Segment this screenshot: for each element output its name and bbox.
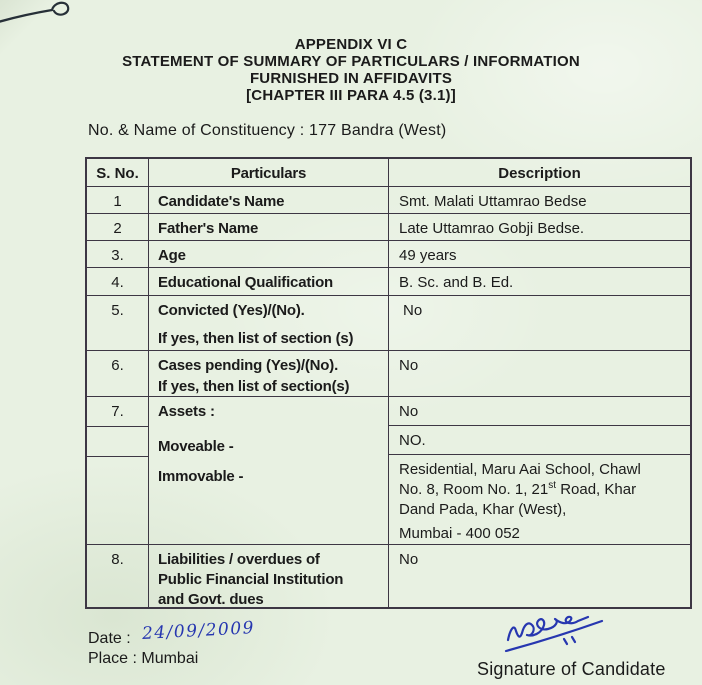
description-cell: No: [403, 302, 423, 319]
particulars-table: [85, 157, 692, 609]
sno-cell: 8.: [87, 545, 149, 607]
sno-sub-cell: [87, 427, 148, 457]
immovable-label: Immovable -: [158, 468, 244, 485]
particulars-line: Convicted (Yes)/(No).: [158, 302, 305, 319]
particulars-line: and Govt. dues: [158, 591, 264, 608]
table-row-convicted: [87, 296, 690, 351]
description-cell: No: [399, 551, 419, 568]
sno-cell: 5.: [87, 296, 149, 350]
assets-label: Assets :: [158, 403, 215, 420]
document-title: [0, 36, 702, 104]
table-row-age: [87, 241, 690, 268]
sno-cell: 1: [87, 187, 149, 213]
table-row-father-name: [87, 214, 690, 241]
particulars-cell: [149, 351, 389, 396]
description-cell: No: [399, 357, 419, 374]
table-header-row: [87, 159, 690, 187]
table-row-cases-pending: [87, 351, 690, 397]
sno-cell: [87, 397, 149, 544]
description-cell: [389, 397, 690, 544]
ordinal-superscript: st: [548, 480, 557, 491]
description-cell: B. Sc. and B. Ed.: [399, 274, 514, 291]
assets-value: No: [389, 397, 690, 426]
table-row-candidate-name: [87, 187, 690, 214]
particulars-cell: Father's Name: [149, 214, 389, 240]
date-label: Date :: [88, 630, 131, 647]
table-row-assets: [87, 397, 690, 545]
particulars-cell: [149, 397, 389, 544]
particulars-line: If yes, then list of section (s): [158, 330, 354, 347]
sno-cell: 3.: [87, 241, 149, 267]
immovable-value: [389, 455, 690, 544]
header-cell-description: Description: [498, 165, 581, 182]
sno-sub-cell: 7.: [87, 397, 148, 427]
immovable-address-line: Dand Pada, Khar (West),: [399, 501, 567, 518]
particulars-cell: Age: [149, 241, 389, 267]
immovable-address-line: Mumbai - 400 052: [399, 525, 520, 542]
address-text: No. 8, Room No. 1, 21: [399, 481, 549, 498]
particulars-line: Public Financial Institution: [158, 571, 344, 588]
description-cell: Smt. Malati Uttamrao Bedse: [399, 193, 587, 210]
particulars-line: Liabilities / overdues of: [158, 551, 320, 568]
table-row-liabilities: [87, 545, 690, 607]
place-label: Place : Mumbai: [88, 650, 199, 667]
document-title-line-1: APPENDIX VI C: [294, 36, 408, 53]
particulars-cell: [149, 296, 389, 350]
candidate-signature-scribble: [498, 608, 616, 656]
document-title-line-3: FURNISHED IN AFFIDAVITS: [249, 70, 453, 87]
document-title-line-4: [CHAPTER III PARA 4.5 (3.1)]: [246, 87, 456, 104]
description-cell: 49 years: [399, 247, 457, 264]
address-text: Road, Khar: [556, 481, 637, 498]
particulars-line: If yes, then list of section(s): [158, 378, 350, 395]
particulars-cell: Candidate's Name: [149, 187, 389, 213]
sno-cell: 4.: [87, 268, 149, 295]
signature-caption: Signature of Candidate: [477, 659, 666, 679]
moveable-value: NO.: [389, 426, 690, 455]
header-cell-particulars: Particulars: [149, 159, 389, 186]
description-cell: Late Uttamrao Gobji Bedse.: [399, 220, 585, 237]
document-title-line-2: STATEMENT OF SUMMARY OF PARTICULARS / INFORMATION: [122, 53, 580, 70]
sno-cell: 6.: [87, 351, 149, 396]
handwritten-date: 24/09/2009: [141, 618, 256, 644]
particulars-cell: [149, 545, 389, 607]
sno-cell: 2: [87, 214, 149, 240]
particulars-cell: Educational Qualification: [149, 268, 389, 295]
constituency-line: No. & Name of Constituency : 177 Bandra (West): [88, 122, 447, 139]
sno-sub-cell: [87, 457, 148, 544]
particulars-line: Cases pending (Yes)/(No).: [158, 357, 339, 374]
immovable-address-line: [399, 480, 690, 500]
moveable-label: Moveable -: [158, 438, 234, 455]
header-cell-sno: S. No.: [87, 159, 149, 186]
table-row-educational-qualification: [87, 268, 690, 296]
immovable-address-line: Residential, Maru Aai School, Chawl: [399, 461, 641, 478]
